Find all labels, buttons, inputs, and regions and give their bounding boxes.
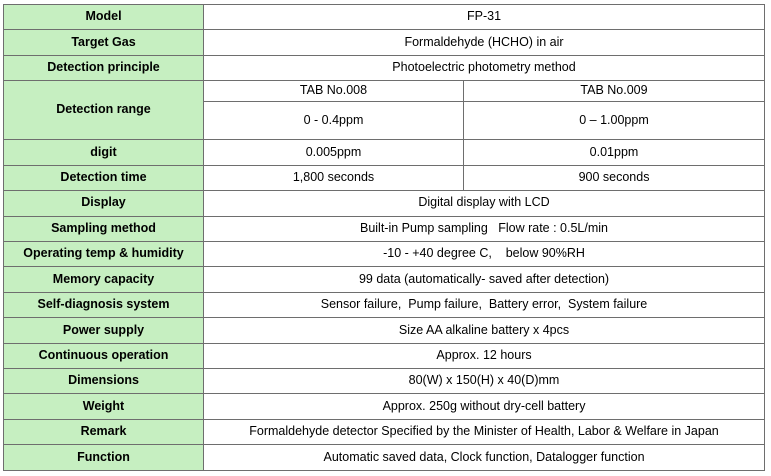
label-remark: Remark <box>4 419 204 444</box>
label-memory-capacity: Memory capacity <box>4 267 204 292</box>
label-target-gas: Target Gas <box>4 30 204 55</box>
value-power-supply: Size AA alkaline battery x 4pcs <box>204 318 765 343</box>
row-self-diagnosis <box>4 292 765 317</box>
value-display: Digital display with LCD <box>204 191 765 216</box>
row-continuous-operation <box>4 343 765 368</box>
value-time-tab-009: 900 seconds <box>464 165 765 190</box>
row-target-gas <box>4 30 765 55</box>
row-detection-principle <box>4 55 765 80</box>
label-sampling-method: Sampling method <box>4 216 204 241</box>
header-tab-009: TAB No.009 <box>464 81 765 101</box>
value-detection-principle: Photoelectric photometry method <box>204 55 765 80</box>
row-remark <box>4 419 765 444</box>
value-range-tab-008: 0 - 0.4ppm <box>204 101 464 140</box>
label-self-diagnosis: Self-diagnosis system <box>4 292 204 317</box>
value-sampling-method: Built-in Pump sampling Flow rate : 0.5L/min <box>204 216 765 241</box>
label-detection-time: Detection time <box>4 165 204 190</box>
label-dimensions: Dimensions <box>4 369 204 394</box>
value-range-tab-009: 0 – 1.00ppm <box>464 101 765 140</box>
row-dimensions <box>4 369 765 394</box>
value-remark: Formaldehyde detector Specified by the Minister of Health, Labor & Welfare in Japan <box>204 419 765 444</box>
row-display <box>4 191 765 216</box>
label-operating-temp: Operating temp & humidity <box>4 241 204 266</box>
row-model <box>4 5 765 30</box>
value-memory-capacity: 99 data (automatically- saved after detection) <box>204 267 765 292</box>
value-digit-tab-009: 0.01ppm <box>464 140 765 165</box>
row-weight <box>4 394 765 419</box>
label-detection-principle: Detection principle <box>4 55 204 80</box>
label-detection-range: Detection range <box>4 81 204 140</box>
label-model: Model <box>4 5 204 30</box>
value-time-tab-008: 1,800 seconds <box>204 165 464 190</box>
value-operating-temp: -10 - +40 degree C, below 90%RH <box>204 241 765 266</box>
row-digit <box>4 140 765 165</box>
row-power-supply <box>4 318 765 343</box>
row-operating-temp <box>4 241 765 266</box>
row-sampling-method <box>4 216 765 241</box>
label-display: Display <box>4 191 204 216</box>
row-memory-capacity <box>4 267 765 292</box>
label-function: Function <box>4 445 204 471</box>
header-tab-008: TAB No.008 <box>204 81 464 101</box>
value-dimensions: 80(W) x 150(H) x 40(D)mm <box>204 369 765 394</box>
label-weight: Weight <box>4 394 204 419</box>
value-continuous-operation: Approx. 12 hours <box>204 343 765 368</box>
value-target-gas: Formaldehyde (HCHO) in air <box>204 30 765 55</box>
row-detection-time <box>4 165 765 190</box>
value-self-diagnosis: Sensor failure, Pump failure, Battery error, System failure <box>204 292 765 317</box>
value-digit-tab-008: 0.005ppm <box>204 140 464 165</box>
row-detection-range-header <box>4 81 765 101</box>
label-continuous-operation: Continuous operation <box>4 343 204 368</box>
value-model: FP-31 <box>204 5 765 30</box>
row-function <box>4 445 765 471</box>
label-digit: digit <box>4 140 204 165</box>
value-function: Automatic saved data, Clock function, Datalogger function <box>204 445 765 471</box>
label-power-supply: Power supply <box>4 318 204 343</box>
value-weight: Approx. 250g without dry-cell battery <box>204 394 765 419</box>
spec-table <box>3 4 765 471</box>
